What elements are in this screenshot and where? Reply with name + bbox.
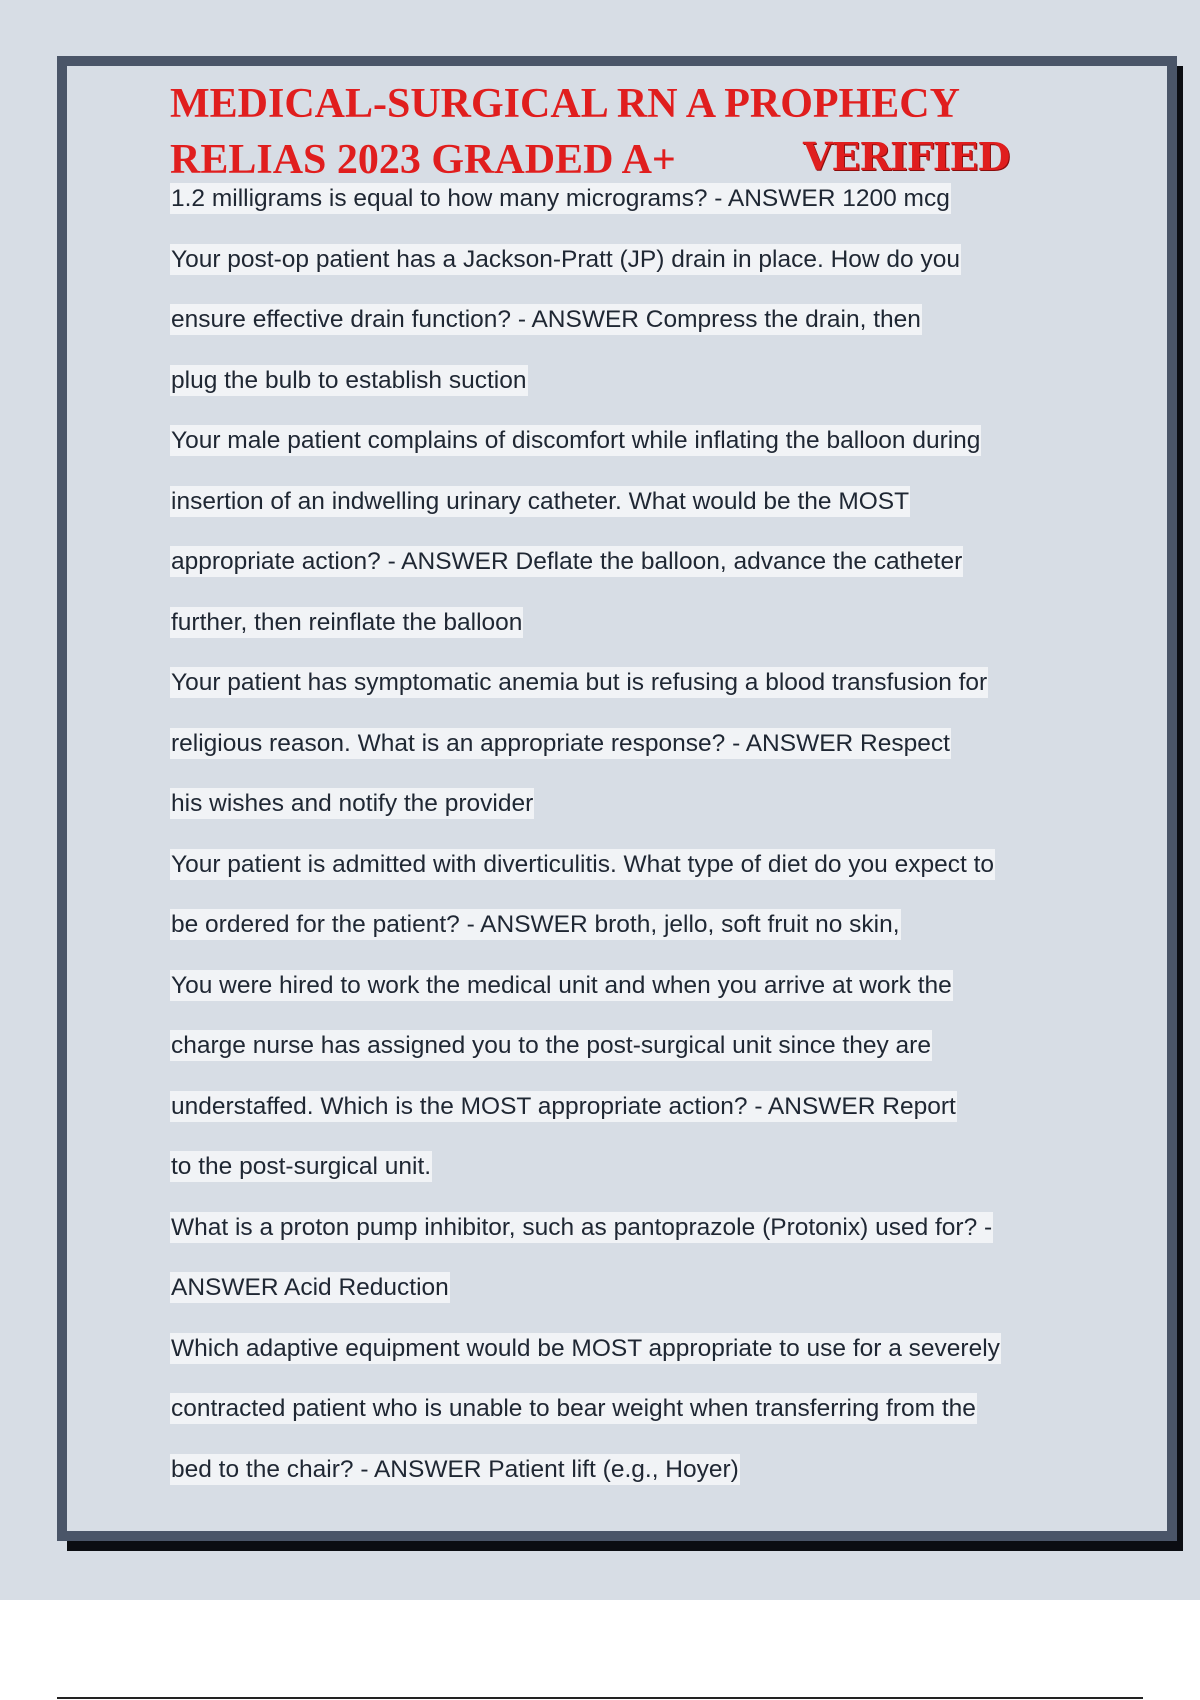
text-line-content: insertion of an indwelling urinary catheter. What would be the MOST	[171, 487, 910, 515]
text-line	[170, 902, 1090, 963]
text-line	[170, 418, 1090, 479]
verified-stamp: VERIFIED	[803, 134, 1010, 179]
text-line-content: contracted patient who is unable to bear weight when transferring from the	[171, 1395, 976, 1422]
text-line-content: be ordered for the patient? - ANSWER broth, jello, soft fruit no skin,	[171, 911, 900, 938]
text-line-content: appropriate action? - ANSWER Deflate the balloon, advance the catheter	[171, 548, 963, 575]
text-line-content: Your male patient complains of discomfort while inflating the balloon during	[171, 427, 981, 454]
text-line-content: Which adaptive equipment would be MOST appropriate to use for a severely	[171, 1334, 1000, 1362]
text-line	[170, 721, 1090, 782]
text-line-content: to the post-surgical unit.	[171, 1153, 432, 1180]
text-line	[170, 600, 1090, 661]
text-line-content: bed to the chair? - ANSWER Patient lift (e.g., Hoyer)	[171, 1455, 739, 1483]
text-line-content: further, then reinflate the balloon	[171, 608, 523, 636]
text-line-content: plug the bulb to establish suction	[171, 366, 527, 394]
title-line-1: MEDICAL-SURGICAL RN A PROPHECY	[170, 81, 960, 127]
text-line	[170, 1144, 1090, 1205]
text-line-content: his wishes and notify the provider	[171, 790, 534, 817]
text-line	[170, 479, 1090, 540]
text-line	[170, 660, 1090, 721]
text-line-content: ensure effective drain function? - ANSWER Compress the drain, then	[171, 306, 921, 333]
text-line-content: religious reason. What is an appropriate response? - ANSWER Respect	[171, 729, 950, 757]
text-line	[170, 1205, 1090, 1266]
text-line	[170, 1326, 1090, 1387]
text-line-content: Your patient has symptomatic anemia but is refusing a blood transfusion for	[171, 669, 988, 696]
text-line	[170, 358, 1090, 419]
text-line	[170, 1447, 1090, 1508]
title-line-2: RELIAS 2023 GRADED A+	[170, 137, 676, 183]
text-line	[170, 176, 1090, 237]
text-line	[170, 781, 1090, 842]
text-line-content: ANSWER Acid Reduction	[171, 1274, 449, 1301]
text-line-content: charge nurse has assigned you to the post-surgical unit since they are	[171, 1032, 931, 1059]
text-line-content: You were hired to work the medical unit and when you arrive at work the	[171, 971, 952, 999]
text-line	[170, 1084, 1090, 1145]
text-line	[170, 1386, 1090, 1447]
text-line	[170, 842, 1090, 903]
text-line-content: What is a proton pump inhibitor, such as pantoprazole (Protonix) used for? -	[171, 1213, 993, 1241]
text-line	[170, 963, 1090, 1024]
text-line	[170, 1023, 1090, 1084]
text-line	[170, 237, 1090, 298]
text-line-content: Your post-op patient has a Jackson-Pratt (JP) drain in place. How do you	[171, 245, 960, 273]
text-line	[170, 1265, 1090, 1326]
text-line-content: understaffed. Which is the MOST appropriate action? - ANSWER Report	[171, 1092, 956, 1120]
qa-text-block	[170, 176, 1090, 1507]
text-line	[170, 297, 1090, 358]
text-line	[170, 539, 1090, 600]
text-line-content: Your patient is admitted with diverticulitis. What type of diet do you expect to	[171, 850, 994, 878]
text-line-content: 1.2 milligrams is equal to how many micrograms? - ANSWER 1200 mcg	[171, 185, 950, 212]
footer-rule	[57, 1697, 1143, 1699]
